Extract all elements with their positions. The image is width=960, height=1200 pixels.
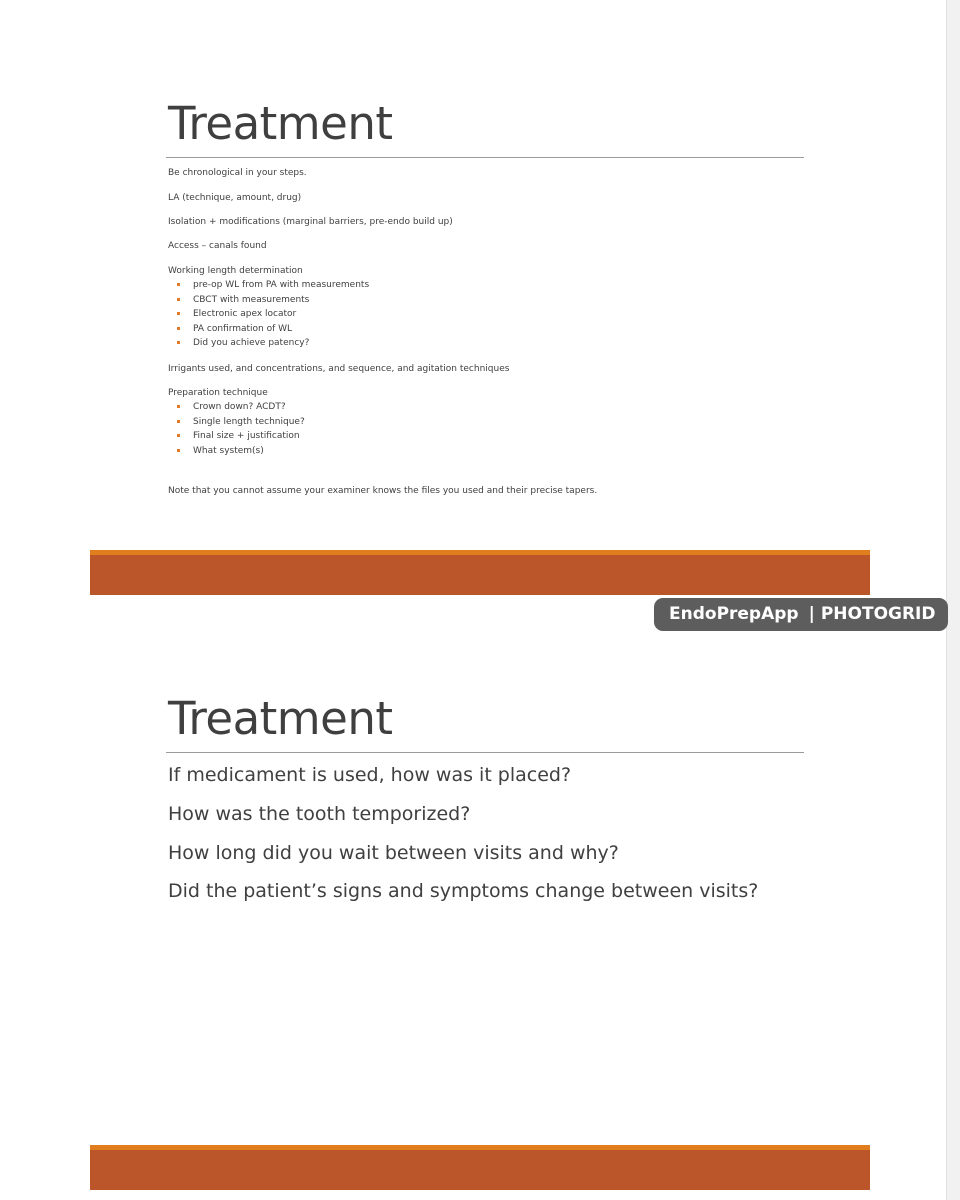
preparation-heading: Preparation technique [168, 388, 268, 398]
list-item: Final size + justification [168, 429, 305, 444]
bullet-square-icon [177, 434, 180, 437]
slide-1-footer-band [90, 550, 870, 595]
working-length-heading: Working length determination [168, 266, 303, 276]
slide-2-title-rule [166, 752, 804, 753]
page-edge-strip [946, 0, 960, 1200]
bullet-square-icon [177, 312, 180, 315]
list-item: PA confirmation of WL [168, 322, 369, 337]
slide-1 [0, 0, 946, 596]
photogrid-watermark [654, 598, 948, 631]
isolation-text: Isolation + modifications (marginal barriers, pre-endo build up) [168, 217, 453, 227]
irrigants-text: Irrigants used, and concentrations, and sequence, and agitation techniques [168, 364, 510, 374]
bullet-square-icon [177, 420, 180, 423]
list-item: Did you achieve patency? [168, 336, 369, 351]
access-text: Access – canals found [168, 241, 267, 251]
slide-2 [0, 640, 946, 1200]
working-length-list [168, 278, 369, 351]
question-text: How was the tooth temporized? [168, 803, 471, 825]
slide-1-title: Treatment [168, 97, 393, 150]
slide-1-title-rule [166, 157, 804, 158]
intro-text: Be chronological in your steps. [168, 168, 307, 178]
watermark-brand: EndoPrepApp [669, 604, 799, 624]
watermark-app: PHOTOGRID [820, 604, 936, 624]
note-text: Note that you cannot assume your examiner knows the files you used and their precise tapers. [168, 486, 598, 496]
bullet-square-icon [177, 283, 180, 286]
la-text: LA (technique, amount, drug) [168, 193, 302, 203]
bullet-square-icon [177, 449, 180, 452]
bullet-square-icon [177, 298, 180, 301]
question-text: If medicament is used, how was it placed? [168, 764, 572, 786]
list-item: Crown down? ACDT? [168, 400, 305, 415]
preparation-list [168, 400, 305, 458]
watermark-separator: | [808, 604, 815, 624]
list-item: CBCT with measurements [168, 293, 369, 308]
list-item: Single length technique? [168, 415, 305, 430]
question-text: Did the patient’s signs and symptoms change between visits? [168, 880, 759, 902]
bullet-square-icon [177, 405, 180, 408]
list-item: pre-op WL from PA with measurements [168, 278, 369, 293]
list-item: Electronic apex locator [168, 307, 369, 322]
list-item: What system(s) [168, 444, 305, 459]
bullet-square-icon [177, 327, 180, 330]
slide-2-footer-band [90, 1145, 870, 1190]
slide-2-title: Treatment [168, 692, 393, 745]
question-text: How long did you wait between visits and why? [168, 842, 619, 864]
bullet-square-icon [177, 341, 180, 344]
